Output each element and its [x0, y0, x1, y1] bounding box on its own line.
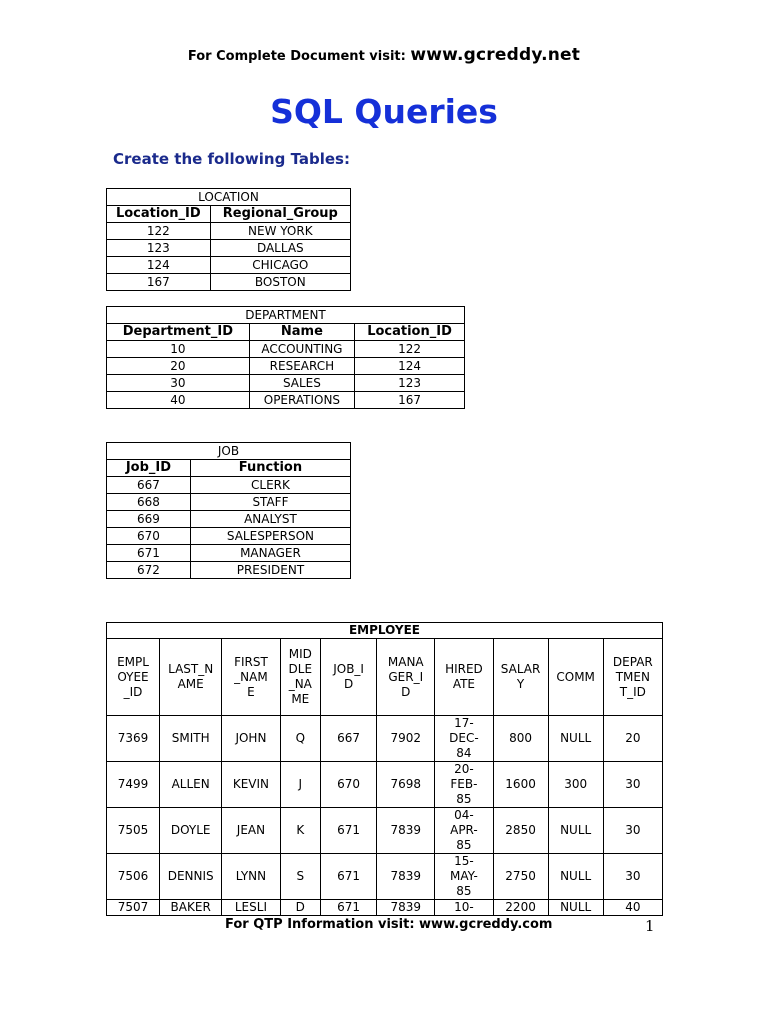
table-cell: 30 — [603, 762, 662, 808]
table-cell: 667 — [107, 477, 191, 494]
table-cell: 7507 — [107, 900, 160, 916]
table-cell: DENNIS — [160, 854, 222, 900]
table-row — [107, 716, 663, 762]
table-cell: ANALYST — [190, 511, 350, 528]
column-header: Name — [249, 324, 354, 341]
table-row — [107, 900, 663, 916]
table-row — [107, 477, 351, 494]
job-table — [106, 442, 351, 579]
table-cell: ALLEN — [160, 762, 222, 808]
table-row — [107, 545, 351, 562]
table-cell: KEVIN — [222, 762, 280, 808]
table-cell: DOYLE — [160, 808, 222, 854]
employee-table — [106, 622, 663, 916]
column-header: EMPL OYEE _ID — [107, 639, 160, 716]
footer: For QTP Information visit: www.gcreddy.com — [225, 917, 553, 932]
table-cell: 2750 — [493, 854, 548, 900]
table-row — [107, 562, 351, 579]
table-row — [107, 392, 465, 409]
table-cell: OPERATIONS — [249, 392, 354, 409]
column-header: HIRED ATE — [435, 639, 493, 716]
column-header: Job_ID — [107, 460, 191, 477]
table-cell: 7839 — [377, 808, 435, 854]
table-cell: NULL — [548, 808, 603, 854]
table-row — [107, 341, 465, 358]
column-header: Location_ID — [107, 206, 211, 223]
table-cell: SALESPERSON — [190, 528, 350, 545]
table-cell: 671 — [321, 900, 377, 916]
column-header: FIRST _NAM E — [222, 639, 280, 716]
table-cell: SALES — [249, 375, 354, 392]
department-table — [106, 306, 465, 409]
table-cell: 668 — [107, 494, 191, 511]
table-cell: DALLAS — [210, 240, 350, 257]
table-cell: 670 — [321, 762, 377, 808]
table-cell: 671 — [107, 545, 191, 562]
table-cell: 671 — [321, 808, 377, 854]
table-cell: 2200 — [493, 900, 548, 916]
table-cell: 7505 — [107, 808, 160, 854]
table-cell: 20 — [107, 358, 250, 375]
table-row — [107, 494, 351, 511]
table-row — [107, 358, 465, 375]
column-header: Regional_Group — [210, 206, 350, 223]
table-row — [107, 375, 465, 392]
table-cell: 30 — [603, 808, 662, 854]
column-header: Function — [190, 460, 350, 477]
page-title: SQL Queries — [270, 92, 498, 131]
column-header: Location_ID — [355, 324, 465, 341]
table-cell: 123 — [355, 375, 465, 392]
table-cell: J — [280, 762, 321, 808]
table-cell: BAKER — [160, 900, 222, 916]
table-row — [107, 274, 351, 291]
table-cell: 122 — [107, 223, 211, 240]
table-cell: JOHN — [222, 716, 280, 762]
column-header: JOB_I D — [321, 639, 377, 716]
table-cell: 1600 — [493, 762, 548, 808]
table-row — [107, 854, 663, 900]
table-cell: 40 — [107, 392, 250, 409]
column-header: MID DLE _NA ME — [280, 639, 321, 716]
table-row — [107, 528, 351, 545]
table-cell: PRESIDENT — [190, 562, 350, 579]
table-cell: 670 — [107, 528, 191, 545]
table-cell: RESEARCH — [249, 358, 354, 375]
table-cell: 20 — [603, 716, 662, 762]
table-cell: 300 — [548, 762, 603, 808]
column-header: COMM — [548, 639, 603, 716]
table-cell: 7839 — [377, 854, 435, 900]
table-cell: LYNN — [222, 854, 280, 900]
table-cell: BOSTON — [210, 274, 350, 291]
table-caption: DEPARTMENT — [107, 307, 465, 324]
table-cell: 7839 — [377, 900, 435, 916]
column-header: SALAR Y — [493, 639, 548, 716]
table-cell: ACCOUNTING — [249, 341, 354, 358]
table-row — [107, 257, 351, 274]
table-cell: CLERK — [190, 477, 350, 494]
table-cell: JEAN — [222, 808, 280, 854]
table-cell: 667 — [321, 716, 377, 762]
table-cell: Q — [280, 716, 321, 762]
table-cell: 10- — [435, 900, 493, 916]
table-cell: 800 — [493, 716, 548, 762]
table-caption: JOB — [107, 443, 351, 460]
table-cell: K — [280, 808, 321, 854]
table-cell: S — [280, 854, 321, 900]
table-cell: 20- FEB- 85 — [435, 762, 493, 808]
table-cell: 7506 — [107, 854, 160, 900]
table-row — [107, 223, 351, 240]
table-cell: NULL — [548, 854, 603, 900]
table-cell: 167 — [107, 274, 211, 291]
table-cell: 15- MAY- 85 — [435, 854, 493, 900]
column-header: MANA GER_I D — [377, 639, 435, 716]
table-cell: NULL — [548, 900, 603, 916]
table-cell: NEW YORK — [210, 223, 350, 240]
column-header: Department_ID — [107, 324, 250, 341]
table-row — [107, 808, 663, 854]
table-cell: 30 — [107, 375, 250, 392]
table-caption: LOCATION — [107, 189, 351, 206]
table-cell: LESLI — [222, 900, 280, 916]
header-site-link[interactable]: www.gcreddy.net — [410, 45, 581, 65]
table-cell: 122 — [355, 341, 465, 358]
table-cell: D — [280, 900, 321, 916]
table-cell: 669 — [107, 511, 191, 528]
header — [0, 45, 768, 65]
header-prefix: For Complete Document visit: — [187, 49, 411, 64]
table-cell: 30 — [603, 854, 662, 900]
table-cell: 2850 — [493, 808, 548, 854]
table-cell: SMITH — [160, 716, 222, 762]
table-cell: 04- APR- 85 — [435, 808, 493, 854]
subtitle: Create the following Tables: — [113, 150, 350, 168]
table-cell: 671 — [321, 854, 377, 900]
table-cell: 124 — [107, 257, 211, 274]
table-cell: 124 — [355, 358, 465, 375]
table-cell: 167 — [355, 392, 465, 409]
column-header: DEPAR TMEN T_ID — [603, 639, 662, 716]
table-cell: CHICAGO — [210, 257, 350, 274]
table-row — [107, 762, 663, 808]
table-cell: 672 — [107, 562, 191, 579]
table-cell: 7369 — [107, 716, 160, 762]
table-cell: 7698 — [377, 762, 435, 808]
table-cell: STAFF — [190, 494, 350, 511]
table-cell: 7499 — [107, 762, 160, 808]
table-cell: 17- DEC- 84 — [435, 716, 493, 762]
table-cell: 40 — [603, 900, 662, 916]
table-cell: 123 — [107, 240, 211, 257]
table-cell: NULL — [548, 716, 603, 762]
table-caption: EMPLOYEE — [107, 623, 663, 639]
table-cell: 7902 — [377, 716, 435, 762]
table-row — [107, 240, 351, 257]
table-row — [107, 511, 351, 528]
table-cell: MANAGER — [190, 545, 350, 562]
location-table — [106, 188, 351, 291]
column-header: LAST_N AME — [160, 639, 222, 716]
table-cell: 10 — [107, 341, 250, 358]
page-number: 1 — [645, 917, 655, 935]
